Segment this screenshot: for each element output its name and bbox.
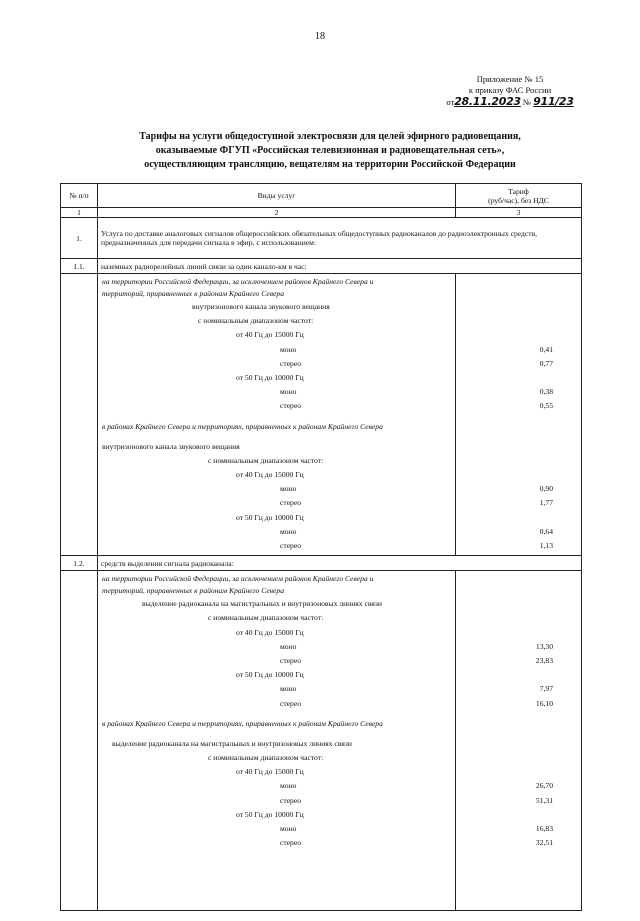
channel-label: выделение радиоканала на магистральных и внутризоновых линиях связи: [142, 599, 382, 609]
band-label: от 40 Гц до 15000 Гц: [236, 767, 304, 777]
column-number: 3: [456, 208, 582, 218]
range-label: с номинальным диапазоном частот:: [208, 753, 324, 763]
row-text: средств выделения сигнала радиоканала:: [98, 556, 582, 571]
page-number: 18: [315, 31, 325, 42]
region-label: на территории Российской Федерации, за исключением районов Крайнего Севера и: [102, 277, 374, 286]
tariff-value: 0,55: [539, 401, 553, 411]
mode-label: моно: [280, 387, 297, 397]
column-number-row: [61, 208, 582, 218]
region-label: на территории Российской Федерации, за исключением районов Крайнего Севера и: [102, 574, 374, 584]
title-line-2: оказываемые ФГУП «Российская телевизионная и радиовещательная сеть»,: [155, 145, 505, 156]
tariff-value: 16,10: [535, 698, 553, 708]
tariff-value: 0,41: [539, 344, 553, 354]
region-label: территорий, приравненных к районам Крайнего Севера: [102, 586, 285, 596]
empty-cell: [61, 571, 98, 911]
service-description: [98, 571, 456, 911]
tariff-value: 0,90: [539, 484, 553, 494]
table-row: [61, 274, 582, 556]
tariff-value: 13,30: [535, 641, 553, 651]
mode-label: моно: [280, 684, 297, 694]
band-label: от 40 Гц до 15000 Гц: [236, 330, 304, 340]
date-prefix: от: [446, 97, 455, 107]
channel-label: выделение радиоканала на магистральных и внутризоновых линиях связи: [112, 738, 352, 748]
column-number: 2: [98, 208, 456, 218]
title-line-1: Тарифы на услуги общедоступной электросвязи для целей эфирного радиовещания,: [139, 131, 521, 142]
mode-label: стерео: [280, 698, 302, 708]
tariff-value: 1,77: [539, 498, 553, 508]
appendix-order-ref: к приказу ФАС России: [468, 85, 552, 95]
tariff-values: [456, 274, 582, 556]
mode-label: моно: [280, 484, 297, 494]
row-number: 1.: [61, 218, 98, 259]
band-label: от 40 Гц до 15000 Гц: [236, 470, 304, 480]
mode-label: стерео: [280, 358, 302, 368]
header-tariff-line-1: Тариф: [508, 186, 529, 196]
mode-label: стерео: [280, 795, 302, 805]
tariff-value: 32,51: [535, 838, 553, 848]
table-row: [61, 218, 582, 259]
range-label: с номинальным диапазоном частот:: [198, 316, 314, 326]
tariff-value: 7,97: [539, 684, 553, 694]
mode-label: стерео: [280, 838, 302, 848]
service-description: [98, 274, 456, 556]
appendix-label: Приложение № 15: [476, 74, 544, 84]
tariff-value: 51,31: [535, 795, 553, 805]
table-row: [61, 259, 582, 274]
mode-label: моно: [280, 781, 297, 791]
tariff-value: 0,38: [539, 387, 553, 397]
region-label: в районах Крайнего Севера и территориях, приравненных к районам Крайнего Севера: [102, 718, 383, 728]
empty-cell: [61, 274, 98, 556]
tariff-value: 23,83: [535, 655, 553, 665]
mode-label: моно: [280, 526, 297, 536]
table-row: [61, 556, 582, 571]
mode-label: стерео: [280, 655, 302, 665]
row-text: Услуга по доставке аналоговых сигналов общероссийских обязательных общедоступных радиоканалов до радиоэлектронных средств, предназначенных для передачи сигнала в эфир, с использованием:: [98, 218, 582, 259]
appendix-reference: [440, 74, 580, 108]
tariff-value: 16,83: [535, 824, 553, 833]
title-line-3: осуществляющим трансляцию, вещателям на территории Российской Федерации: [144, 159, 516, 170]
range-label: с номинальным диапазоном частот:: [208, 455, 324, 465]
region-label: в районах Крайнего Севера и территориях, приравненных к районам Крайнего Севера: [102, 421, 383, 431]
row-text: наземных радиорелейных линий связи за один канало-км в час:: [98, 259, 582, 274]
document-title: [90, 130, 570, 172]
band-label: от 50 Гц до 10000 Гц: [236, 670, 304, 680]
band-label: от 50 Гц до 10000 Гц: [236, 512, 304, 522]
table-row: [61, 571, 582, 911]
header-tariff-line-2: (руб/час), без НДС: [488, 195, 549, 205]
band-label: от 50 Гц до 10000 Гц: [236, 372, 304, 382]
tariff-value: 0,77: [539, 358, 553, 368]
channel-label: внутризонового канала звукового вещания: [192, 302, 330, 311]
mode-label: моно: [280, 824, 297, 833]
handwritten-date: 28.11.2023: [454, 95, 521, 108]
channel-label: внутризонового канала звукового вещания: [102, 441, 240, 451]
mode-label: стерео: [280, 401, 302, 411]
tariff-value: 0,64: [539, 526, 553, 536]
tariff-values: [456, 571, 582, 911]
header-tariff: [456, 184, 582, 208]
column-number: 1: [61, 208, 98, 218]
range-label: с номинальным диапазоном частот:: [208, 613, 324, 623]
row-number: 1.2.: [61, 556, 98, 571]
tariff-value: 26,70: [535, 781, 553, 791]
row-number: 1.1.: [61, 259, 98, 274]
band-label: от 40 Гц до 15000 Гц: [236, 627, 304, 637]
band-label: от 50 Гц до 10000 Гц: [236, 809, 304, 819]
handwritten-number: 911/23: [533, 95, 574, 108]
number-prefix: №: [522, 97, 532, 107]
region-label: территорий, приравненных к районам Крайнего Севера: [102, 289, 285, 298]
header-services: Виды услуг: [98, 184, 456, 208]
mode-label: моно: [280, 641, 297, 651]
appendix-date-line: [440, 96, 580, 108]
mode-label: моно: [280, 344, 297, 354]
mode-label: стерео: [280, 498, 302, 508]
tariff-table: [60, 183, 582, 911]
table-header-row: [61, 184, 582, 208]
tariff-value: 1,13: [539, 541, 553, 550]
mode-label: стерео: [280, 541, 302, 550]
header-num: № п/п: [61, 184, 98, 208]
